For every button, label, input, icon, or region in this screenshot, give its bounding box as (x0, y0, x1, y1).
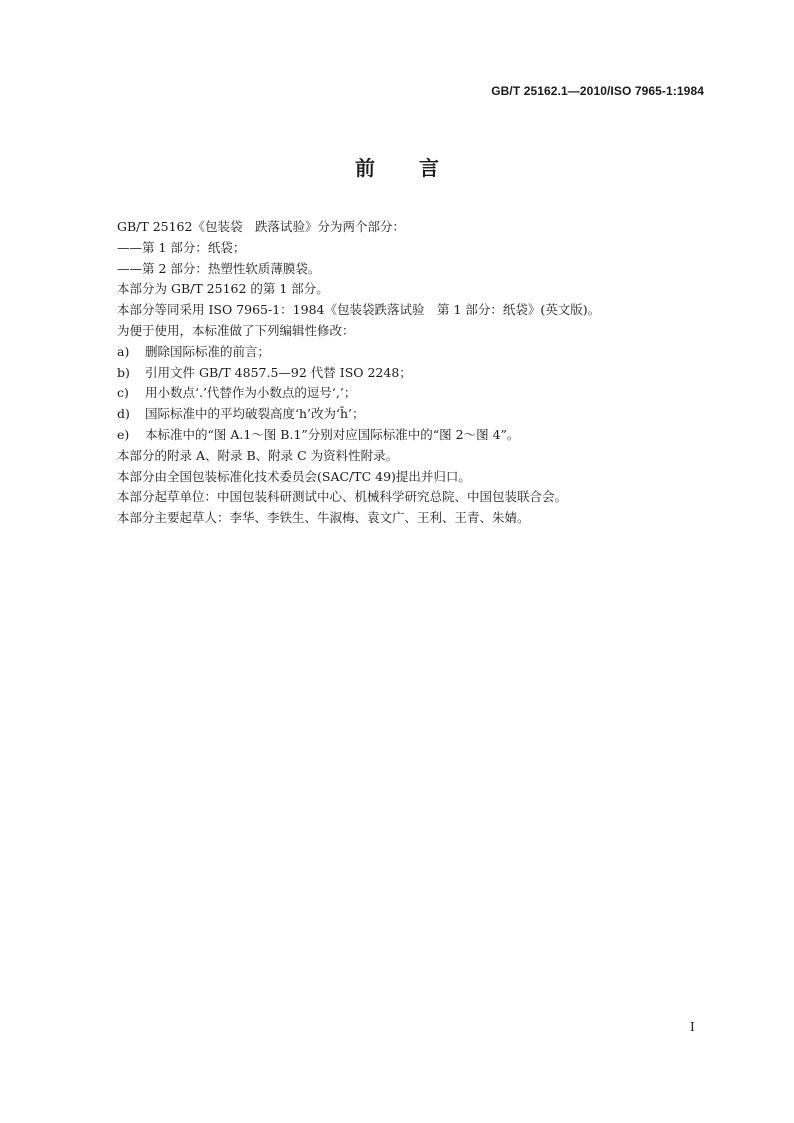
foreword-body (117, 217, 717, 529)
item-label: c) (117, 385, 129, 401)
modification-item-d (117, 404, 717, 425)
paragraph-drafting-units: 本部分起草单位：中国包装科研测试中心、机械科学研究总院、中国包装联合会。 (117, 489, 568, 505)
paragraph-equivalence: 本部分等同采用 ISO 7965-1：1984《包装袋跌落试验 第 1 部分：纸袋》(英文版)。 (117, 302, 601, 318)
page-number: I (690, 1020, 695, 1034)
paragraph-part-2: ——第 2 部分：热塑性软质薄膜袋。 (117, 260, 321, 276)
paragraph-drafters: 本部分主要起草人：李华、李铁生、牛淑梅、袁文广、王利、王青、朱婧。 (117, 510, 530, 526)
modification-item-c (117, 383, 717, 404)
paragraph-part-1: ——第 1 部分：纸袋； (117, 239, 246, 255)
page-title (0, 152, 794, 181)
paragraph-annexes: 本部分的附录 A、附录 B、附录 C 为资料性附录。 (117, 447, 399, 463)
paragraph-parts-intro: GB/T 25162《包装袋 跌落试验》分为两个部分： (117, 219, 405, 234)
item-label: e) (117, 426, 130, 442)
item-text: 本标准中的“图 A.1～图 B.1”分别对应国际标准中的“图 2～图 4”。 (145, 426, 520, 442)
item-text: 国际标准中的平均破裂高度‘h’改为‘h̄’； (145, 406, 365, 422)
modification-item-e (117, 425, 717, 446)
item-text: 删除国际标准的前言； (145, 343, 271, 359)
title-char-2: 言 (419, 156, 439, 180)
item-label: a) (117, 343, 130, 359)
item-label: d) (117, 406, 130, 422)
modification-item-a (117, 342, 717, 363)
item-text: 用小数点‘.’代替作为小数点的逗号‘,’； (145, 385, 357, 401)
item-label: b) (117, 364, 130, 380)
title-char-1: 前 (355, 156, 375, 180)
paragraph-this-part: 本部分为 GB/T 25162 的第 1 部分。 (117, 281, 329, 297)
modification-item-b (117, 363, 717, 384)
paragraph-proposer: 本部分由全国包装标准化技术委员会(SAC/TC 49)提出并归口。 (117, 468, 471, 484)
paragraph-modifications-intro: 为便于使用，本标准做了下列编辑性修改： (117, 322, 355, 338)
standard-code-header: GB/T 25162.1—2010/ISO 7965-1:1984 (491, 84, 704, 98)
item-text: 引用文件 GB/T 4857.5—92 代替 ISO 2248； (145, 364, 412, 380)
